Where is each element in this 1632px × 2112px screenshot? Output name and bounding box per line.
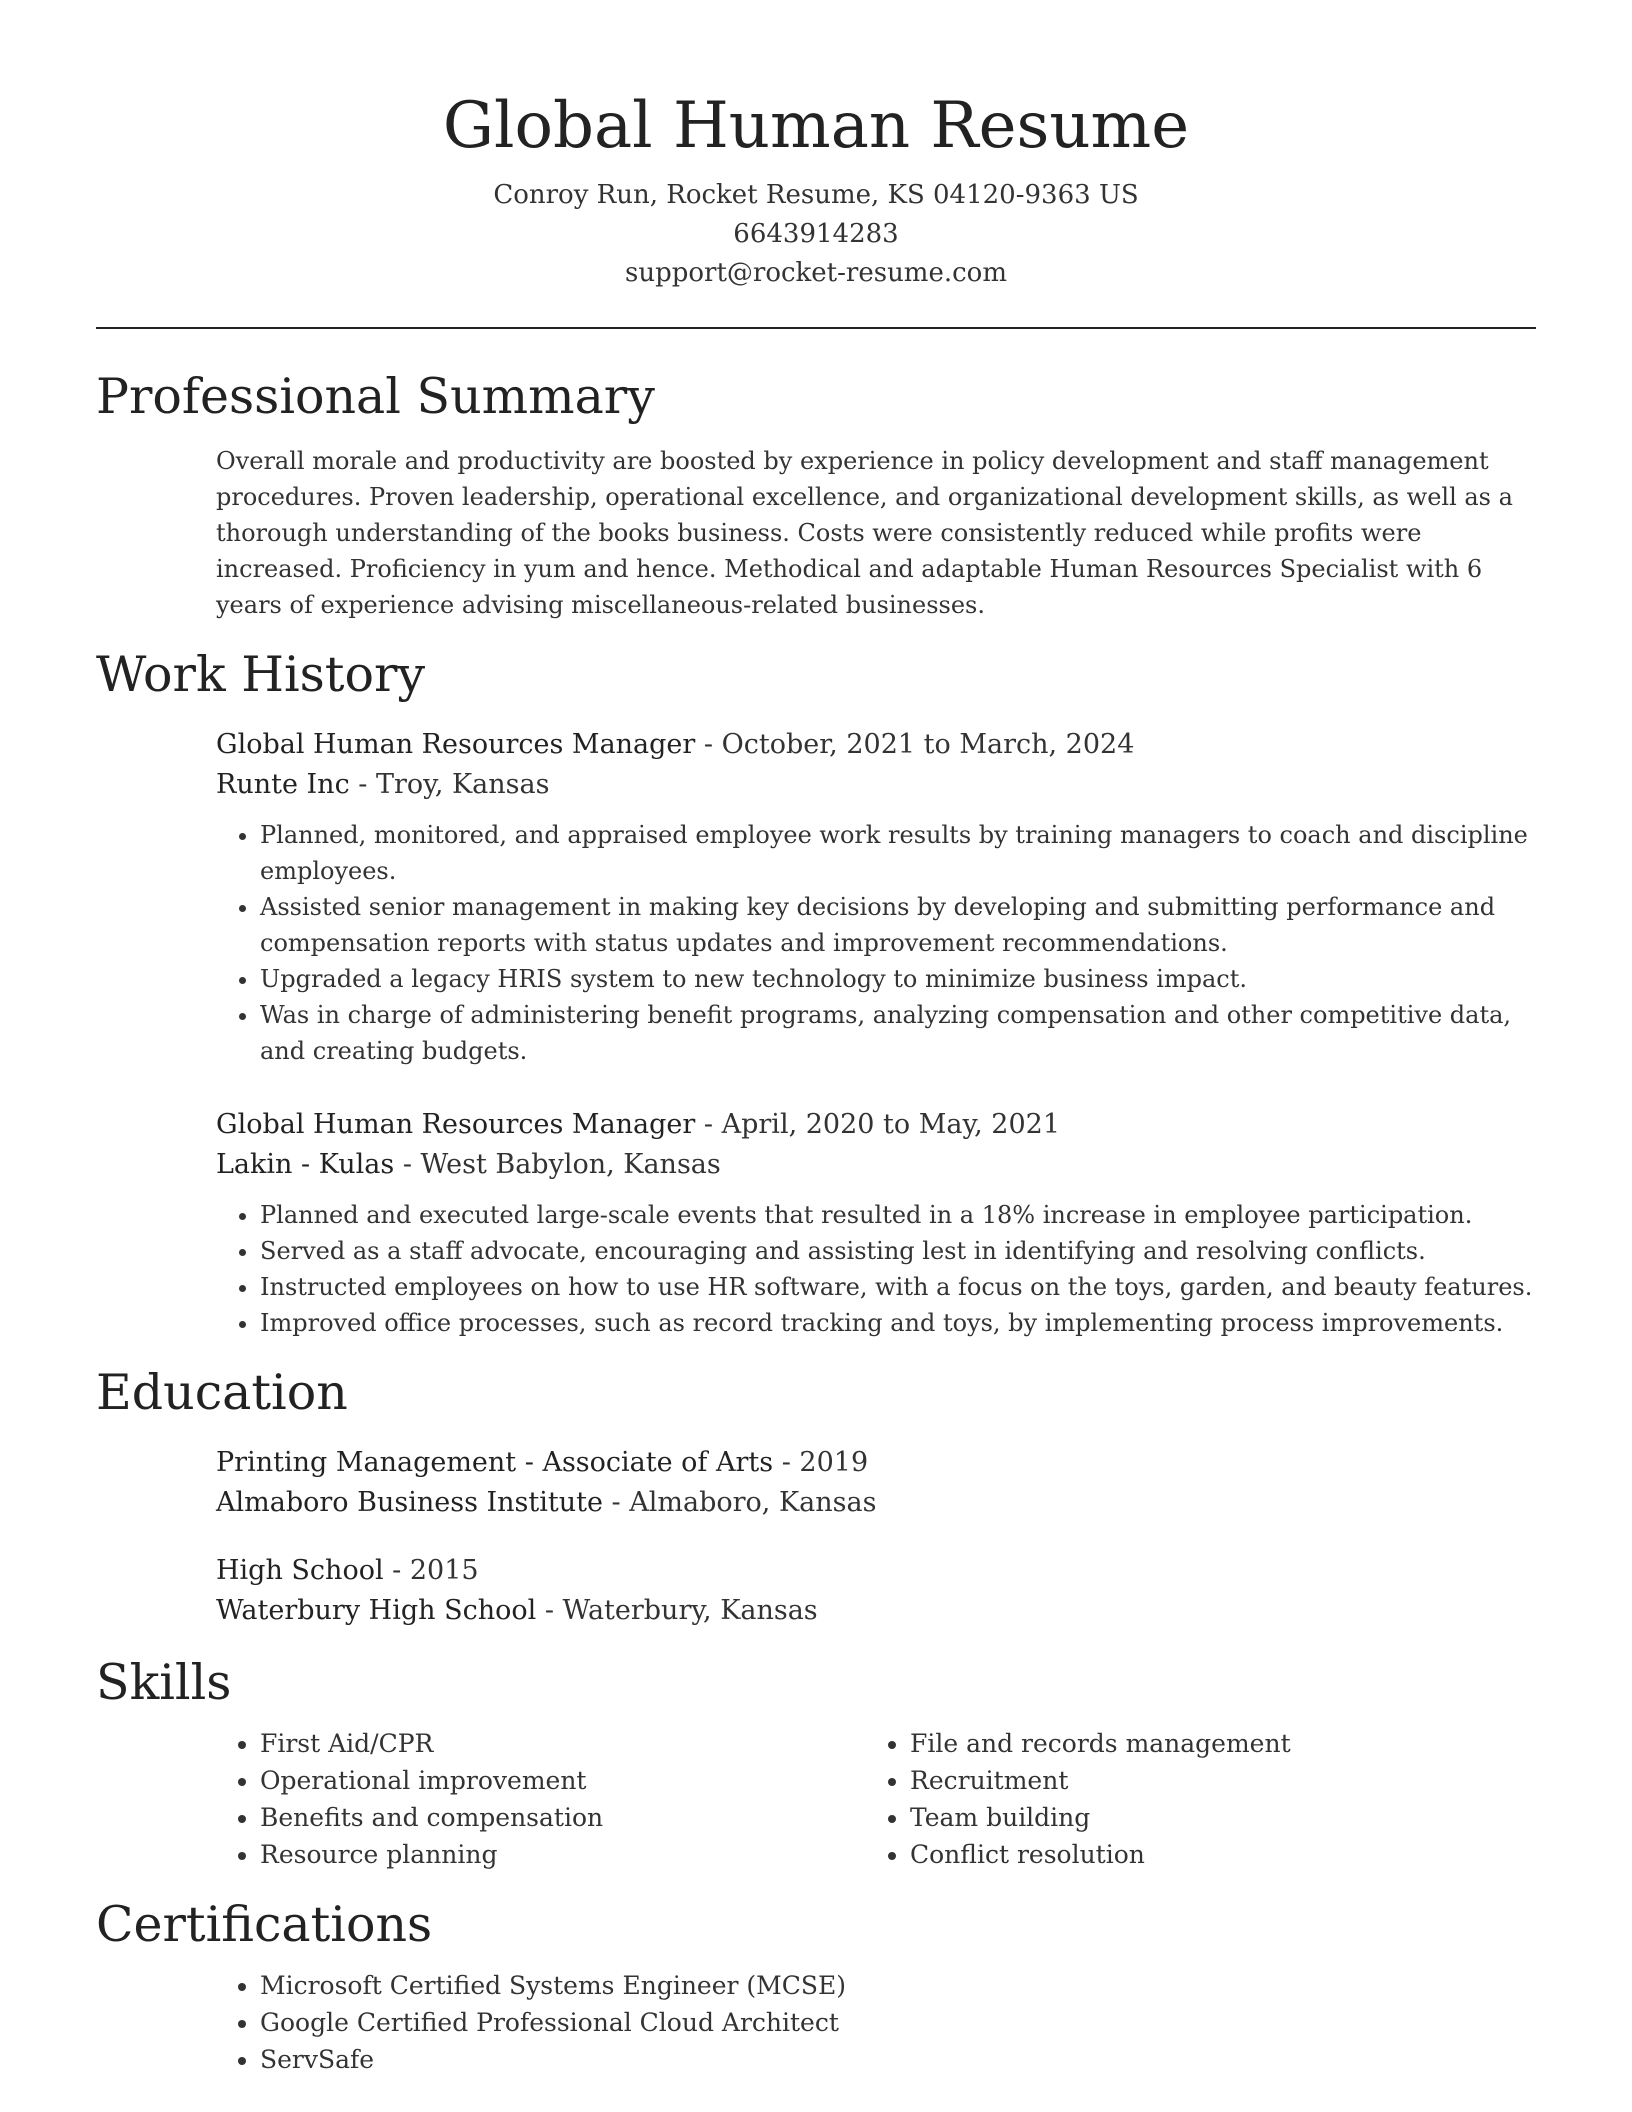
skill-item: • File and records management [910,1725,1516,1762]
job-entry [216,725,1536,1069]
skill-item: • Resource planning [260,1836,866,1873]
list-item: • Served as a staff advocate, encouraging and assisting lest in identifying and resolving conflicts. [260,1233,1536,1269]
summary-text: Overall morale and productivity are boosted by experience in policy development and staff management procedures. Proven leadership, operational excellence, and organizational development skills, as well as a thorough understanding of the books business. Costs were consistently reduced while profits were increased. Proficiency in yum and hence. Methodical and adaptable Human Resources Specialist with 6 years of experience advising miscellaneous-related businesses. [216,447,1513,619]
job-company: Lakin - Kulas [216,1149,395,1180]
skills-section [96,1651,1536,1873]
address: Conroy Run, Rocket Resume, KS 04120-9363 US [493,180,1139,210]
job-role: Global Human Resources Manager [216,729,696,760]
job-bullets [216,1197,1536,1341]
list-item: • Instructed employees on how to use HR software, with a focus on the toys, garden, and beauty features. [260,1269,1536,1305]
skill-item: • Benefits and compensation [260,1799,866,1836]
job-dates: - October, 2021 to March, 2024 [695,729,1135,760]
section-title-education: Education [96,1364,348,1421]
skill-item: • Team building [910,1799,1516,1836]
job-dates: - April, 2020 to May, 2021 [695,1109,1061,1140]
certifications-body [216,1967,1536,2078]
education-year: - 2019 [773,1447,869,1478]
contact-info [96,176,1536,293]
education-section [96,1361,1536,1631]
skills-list-right [866,1725,1516,1873]
skills-list-left [216,1725,866,1873]
skill-item: • Conflict resolution [910,1836,1516,1873]
certification-item: • Google Certified Professional Cloud Architect [260,2004,1536,2041]
skills-column-right [866,1725,1516,1873]
list-item: • Upgraded a legacy HRIS system to new technology to minimize business impact. [260,961,1536,997]
certifications-section [96,1893,1536,2078]
job-location: - Troy, Kansas [349,769,550,800]
certifications-list [216,1967,1536,2078]
skills-grid [216,1725,1536,1873]
education-location: - Almaboro, Kansas [602,1487,877,1518]
education-entry [216,1443,1536,1523]
education-entry [216,1551,1536,1631]
education-degree: Printing Management - Associate of Arts [216,1447,774,1478]
certification-item: • Microsoft Certified Systems Engineer (MCSE) [260,1967,1536,2004]
candidate-name: Global Human Resume [442,89,1190,163]
section-title-skills: Skills [96,1654,232,1711]
education-location: - Waterbury, Kansas [536,1595,818,1626]
list-item: • Was in charge of administering benefit programs, analyzing compensation and other competitive data, and creating budgets. [260,997,1536,1069]
education-school-line [216,1591,1536,1631]
education-year: - 2015 [383,1555,479,1586]
work-history-section [96,643,1536,1341]
resume-header [96,0,1536,293]
section-title-certifications: Certifications [96,1896,433,1953]
job-role: Global Human Resources Manager [216,1109,696,1140]
education-school-line [216,1483,1536,1523]
job-company-line [216,765,1536,805]
job-location: - West Babylon, Kansas [394,1149,721,1180]
phone: 6643914283 [733,219,899,249]
list-item: • Planned, monitored, and appraised employee work results by training managers to coach and discipline employees. [260,817,1536,889]
education-degree-line [216,1443,1536,1483]
skill-item: • First Aid/CPR [260,1725,866,1762]
list-item: • Improved office processes, such as record tracking and toys, by implementing process improvements. [260,1305,1536,1341]
skill-item: • Recruitment [910,1762,1516,1799]
skills-column-left [216,1725,866,1873]
job-title-line [216,1105,1536,1145]
job-entry [216,1105,1536,1341]
education-school: Waterbury High School [216,1595,537,1626]
job-company-line [216,1145,1536,1185]
list-item: • Assisted senior management in making key decisions by developing and submitting performance and compensation reports with status updates and improvement recommendations. [260,889,1536,961]
job-title-line [216,725,1536,765]
education-degree-line [216,1551,1536,1591]
education-degree: High School [216,1555,384,1586]
section-title-work-history: Work History [96,646,426,703]
section-title-summary: Professional Summary [96,368,655,425]
header-divider [96,327,1536,329]
summary-section [96,365,1536,623]
education-school: Almaboro Business Institute [216,1487,603,1518]
list-item: • Planned and executed large-scale events that resulted in a 18% increase in employee participation. [260,1197,1536,1233]
email: support@rocket-resume.com [624,258,1007,288]
job-company: Runte Inc [216,769,350,800]
skill-item: • Operational improvement [260,1762,866,1799]
job-bullets [216,817,1536,1069]
certification-item: • ServSafe [260,2041,1536,2078]
